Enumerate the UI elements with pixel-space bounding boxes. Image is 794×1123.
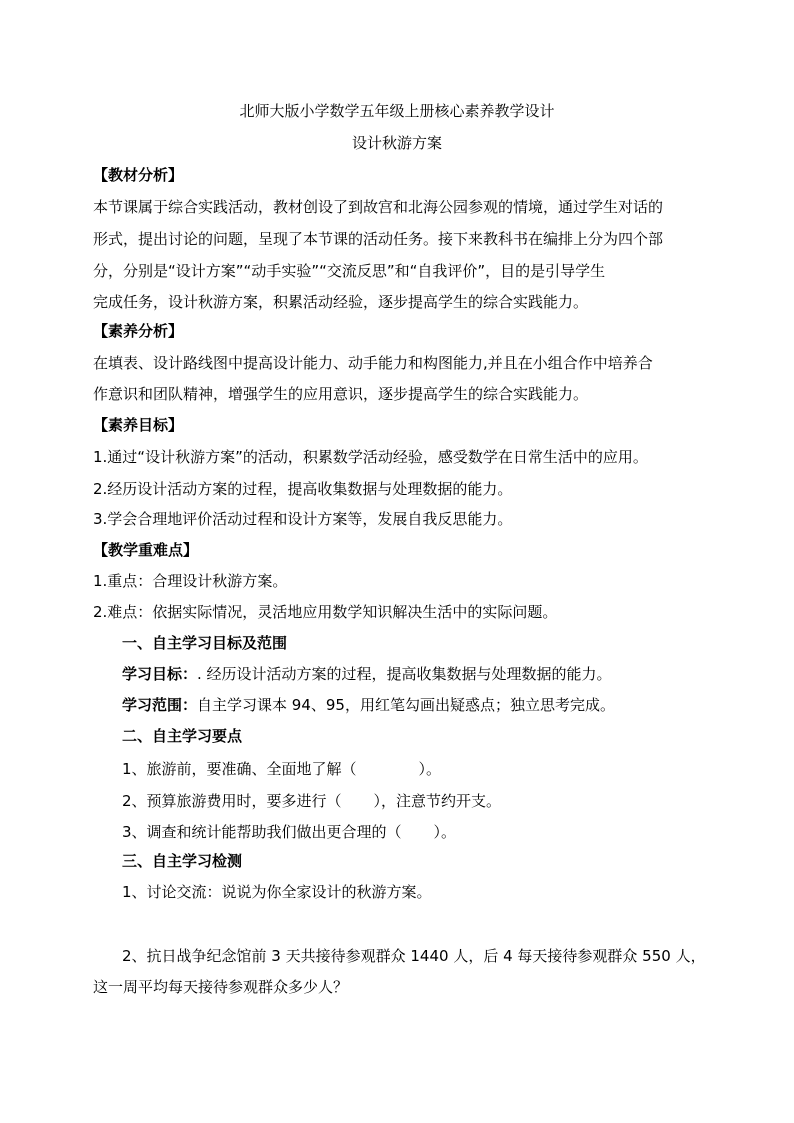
goal-item: 3.学会合理地评价活动过程和设计方案等，发展自我反思能力。: [93, 510, 513, 528]
learning-range-text: 自主学习课本 94、95，用红笔勾画出疑惑点；独立思考完成。: [197, 696, 615, 714]
fill-blank-text: 1、旅游前，要准确、全面地了解（: [122, 760, 357, 778]
fill-blank-text: ）。: [433, 823, 457, 841]
learning-goal-label: 学习目标：: [122, 665, 198, 683]
fill-blank-text: 3、调查和统计能帮助我们做出更合理的（: [122, 823, 402, 841]
document-title: 北师大版小学数学五年级上册核心素养教学设计: [239, 102, 555, 120]
fill-blank-text: 2、预算旅游费用时，要多进行（: [122, 792, 342, 810]
fill-blank-item: [122, 822, 456, 842]
fill-blank-text: ）。: [418, 760, 442, 778]
goal-item: 1.通过“设计秋游方案”的活动，积累数学活动经验，感受数学在日常生活中的应用。: [93, 448, 648, 466]
key-point-item: 1.重点：合理设计秋游方案。: [93, 572, 288, 590]
textbook-analysis-heading: 【教材分析】: [93, 166, 184, 184]
learning-goal-line: [122, 664, 612, 684]
document-subtitle: 设计秋游方案: [351, 134, 442, 152]
fill-blank-item: [122, 759, 441, 779]
learning-range-label: 学习范围：: [122, 696, 198, 714]
test-item: 2、抗日战争纪念馆前 3 天共接待参观群众 1440 人，后 4 每天接待参观群众 550 人，: [122, 947, 706, 965]
learning-range-line: [122, 695, 615, 715]
key-points-heading: 【教学重难点】: [93, 541, 199, 559]
key-point-item: 2.难点：依据实际情况，灵活地应用数学知识解决生活中的实际问题。: [93, 603, 558, 621]
textbook-analysis-line: 本节课属于综合实践活动，教材创设了到故宫和北海公园参观的情境，通过学生对话的: [93, 198, 664, 216]
textbook-analysis-line: 分，分别是“设计方案”“动手实验”“交流反思”和“自我评价”，目的是引导学生: [93, 262, 606, 280]
fill-blank-text: ），注意节约开支。: [373, 792, 502, 810]
literacy-analysis-line: 在填表、设计路线图中提高设计能力、动手能力和构图能力,并且在小组合作中培养合: [93, 354, 653, 372]
part1-heading: 一、自主学习目标及范围: [122, 634, 288, 652]
literacy-analysis-heading: 【素养分析】: [93, 322, 184, 340]
goal-item: 2.经历设计活动方案的过程，提高收集数据与处理数据的能力。: [93, 480, 513, 498]
literacy-analysis-line: 作意识和团队精神，增强学生的应用意识，逐步提高学生的综合实践能力。: [93, 385, 589, 403]
fill-blank-item: [122, 791, 501, 811]
textbook-analysis-line: 完成任务，设计秋游方案，积累活动经验，逐步提高学生的综合实践能力。: [93, 293, 589, 311]
textbook-analysis-line: 形式，提出讨论的问题，呈现了本节课的活动任务。接下来教科书在编排上分为四个部: [93, 230, 664, 248]
part3-heading: 三、自主学习检测: [122, 852, 243, 870]
test-item: 1、讨论交流：说说为你全家设计的秋游方案。: [122, 883, 432, 901]
part2-heading: 二、自主学习要点: [122, 727, 243, 745]
test-item-continued: 这一周平均每天接待参观群众多少人？: [93, 978, 349, 996]
learning-goal-text: . 经历设计活动方案的过程，提高收集数据与处理数据的能力。: [197, 665, 612, 683]
literacy-goals-heading: 【素养目标】: [93, 416, 184, 434]
